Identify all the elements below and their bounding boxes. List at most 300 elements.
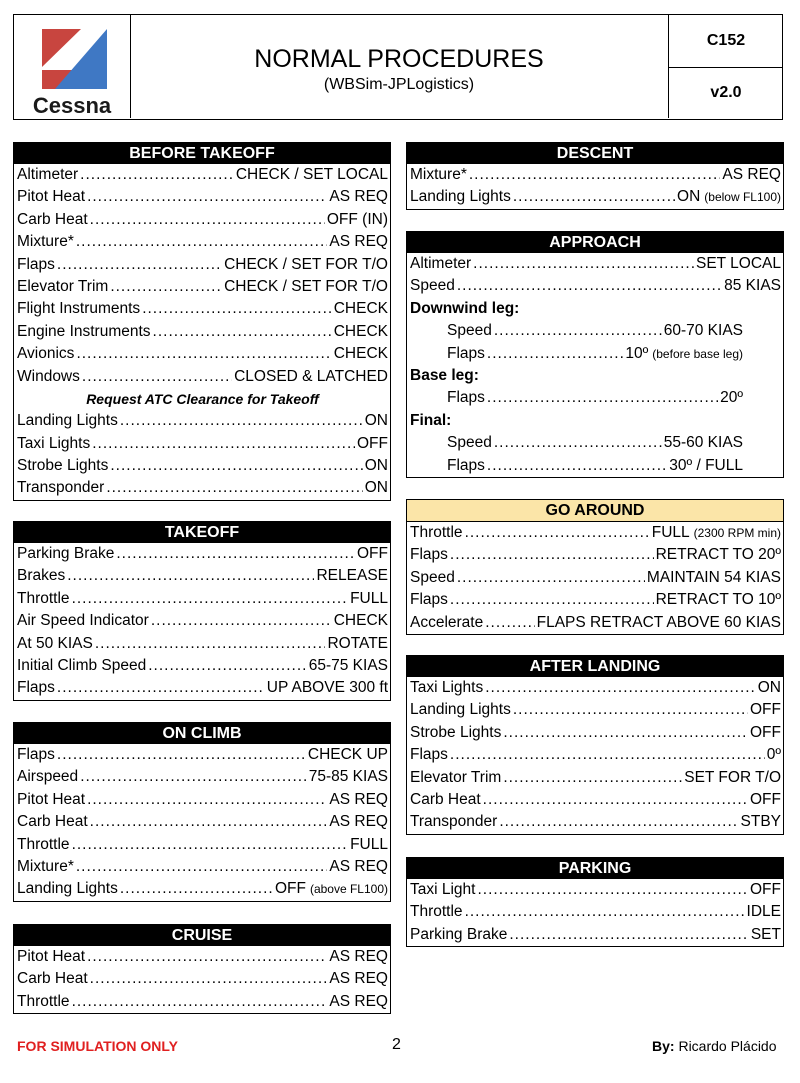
checklist-row [14,588,390,610]
checklist-item: Parking Brake [410,925,508,943]
checklist-row [14,433,390,455]
checklist-row [14,298,390,320]
checklist-item: Speed [447,434,492,452]
leader-dots [57,254,222,276]
page-subtitle: (WBSim-JPLogistics) [323,76,475,93]
checklist-value-text: OFF [750,701,781,719]
checklist-item: Landing Lights [410,188,511,206]
checklist-value [329,186,388,208]
section-title: TAKEOFF [14,522,390,543]
checklist-value-text: OFF [357,545,388,562]
version: v2.0 [668,67,783,118]
checklist-value [656,589,781,611]
checklist-item: Carb Heat [17,970,88,988]
section-on-climb [13,722,391,902]
leader-dots [487,455,667,477]
checklist-value-text: OFF [750,790,781,808]
checklist-value-text: ON [364,479,388,497]
checklist-value [677,186,781,208]
checklist-item: Initial Climb Speed [17,656,147,674]
leader-dots [494,320,662,342]
checklist-row [407,901,783,923]
leader-dots [450,544,654,566]
checklist-value [309,766,388,788]
leader-dots [142,298,332,320]
leader-dots [116,543,355,565]
checklist-item: Mixture* [410,166,467,183]
footer-disclaimer: FOR SIMULATION ONLY [17,1038,178,1054]
checklist-value-text: AS REQ [329,992,388,1010]
checklist-item: Carb Heat [17,813,88,831]
checklist-subheading: Base leg: [410,366,479,384]
checklist-item: Elevator Trim [17,277,109,295]
checklist-value [684,767,781,789]
leader-dots [76,856,328,878]
leader-dots [457,275,722,297]
checklist-value-text: ON [677,188,701,206]
checklist-row [407,455,783,477]
checklist-item: Throttle [17,589,70,607]
checklist-item: Speed [410,568,455,586]
checklist-item: Flaps [447,456,485,474]
leader-dots [509,924,748,946]
checklist-value [750,722,781,744]
leader-dots [106,477,362,499]
checklist-value [329,968,388,990]
leader-dots [95,633,326,655]
leader-dots [494,432,662,454]
checklist-value-text: AS REQ [329,948,388,965]
section-takeoff [13,521,391,701]
leader-dots [87,789,327,811]
checklist-value-note: (2300 RPM min) [693,526,781,540]
leader-dots [76,231,328,253]
checklist-row [407,432,783,454]
checklist-subheading: Downwind leg: [410,299,520,317]
checklist-value [747,901,781,923]
leader-dots [469,164,721,186]
checklist-value [751,924,781,946]
checklist-row [14,610,390,632]
checklist-value-text: ROTATE [327,634,388,652]
section-title: AFTER LANDING [407,656,783,677]
checklist-row [14,254,390,276]
leader-dots [57,744,306,766]
section-title: PARKING [407,858,783,879]
checklist-value [267,677,388,699]
leader-dots [151,610,332,632]
checklist-row [14,789,390,811]
checklist-value-text: OFF [274,880,306,898]
checklist-value-text: UP ABOVE 300 ft [266,679,388,697]
leader-dots [148,655,306,677]
checklist-row [407,164,783,186]
checklist-row [14,455,390,477]
checklist-value-text: AS REQ [329,970,388,988]
checklist-value [329,811,388,833]
checklist-value [334,298,388,320]
checklist-item: Transponder [17,479,105,497]
checklist-row [407,387,783,409]
checklist-row [14,543,390,565]
page-title: NORMAL PROCEDURES [254,45,544,73]
checklist-value [309,655,388,677]
checklist-item: Pitot Heat [17,188,86,206]
leader-dots [465,901,745,923]
leader-dots [499,811,738,833]
checklist-item: Transponder [410,813,498,831]
leader-dots [67,565,314,587]
checklist-value-text: ON [757,679,781,696]
checklist-item: Air Speed Indicator [17,612,149,630]
checklist-value [236,164,388,186]
checklist-item: Pitot Heat [17,948,86,965]
section-title: CRUISE [14,925,390,946]
checklist-value [350,834,388,856]
checklist-value-text: CHECK [333,612,388,630]
checklist-item: Flaps [410,746,448,764]
section-before-takeoff [13,142,391,501]
checklist-item: Altimeter [410,255,472,272]
leader-dots [487,387,718,409]
checklist-value [224,276,388,298]
checklist-value-text: CHECK [333,300,388,318]
checklist-value [334,343,388,365]
leader-dots [485,612,534,634]
checklist-value-text: 10º [625,344,649,362]
checklist-value-text: RETRACT TO 10º [655,591,781,609]
checklist-row [407,677,783,699]
checklist-value [350,588,388,610]
checklist-item: Parking Brake [17,545,115,562]
title-block [130,15,668,118]
checklist-value-text: CHECK UP [307,746,388,763]
checklist-item: Taxi Lights [410,679,484,696]
checklist-value [327,209,388,231]
leader-dots [473,253,694,275]
checklist-item: Windows [17,367,80,385]
checklist-value [647,567,781,589]
checklist-value-text: OFF (IN) [326,210,388,228]
checklist-row [14,946,390,968]
leader-dots [503,722,748,744]
leader-dots [57,677,265,699]
checklist-row [14,231,390,253]
checklist-item: Taxi Lights [17,434,91,452]
checklist-item: Landing Lights [17,880,118,898]
section-title: ON CLIMB [14,723,390,744]
checklist-value-text: 85 KIAS [724,277,781,295]
checklist-value-text: CHECK / SET FOR T/O [224,277,388,295]
checklist-item: Flaps [17,746,55,763]
checklist-value [327,633,388,655]
checklist-value-text: FULL [651,524,690,541]
checklist-value [767,744,781,766]
checklist-row [14,209,390,231]
checklist-value [365,410,388,432]
section-parking [406,857,784,947]
checklist-item: Speed [447,322,492,340]
checklist-value-text: 55-60 KIAS [663,434,743,452]
checklist-value [741,811,781,833]
checklist-value-text: RETRACT TO 20º [655,546,781,564]
section-title: BEFORE TAKEOFF [14,143,390,164]
checklist-note: Request ATC Clearance for Takeoff [86,390,319,407]
leader-dots [450,744,765,766]
checklist-value [625,343,743,365]
checklist-value [750,879,781,901]
checklist-value-text: AS REQ [329,857,388,875]
section-title: APPROACH [407,232,783,253]
checklist-value-text: ON [364,457,388,475]
checklist-item: Landing Lights [410,701,511,719]
checklist-value-note: (below FL100) [704,190,781,205]
checklist-value-text: AS REQ [329,790,388,808]
checklist-row [407,343,783,365]
checklist-value-text: SET [750,925,781,943]
checklist-value-note: (before base leg) [652,346,743,361]
checklist-value [329,946,388,968]
leader-dots [513,699,748,721]
checklist-item: Altimeter [17,166,79,183]
checklist-value [750,699,781,721]
leader-dots [487,343,623,365]
checklist-row [14,655,390,677]
checklist-item: Carb Heat [410,790,481,808]
checklist-value [669,455,743,477]
leader-dots [90,811,328,833]
section-cruise [13,924,391,1014]
footer-author-name: Ricardo Plácido [678,1038,777,1054]
checklist-value [357,543,388,565]
header [13,14,783,120]
leader-dots [465,522,650,544]
footer-page-number: 2 [392,1036,401,1053]
checklist-item: Strobe Lights [17,457,109,475]
checklist-value-note: (above FL100) [309,882,388,897]
checklist-value [329,789,388,811]
checklist-value-text: SET LOCAL [695,255,781,272]
checklist-value-text: SET FOR T/O [684,768,781,786]
checklist-row [407,722,783,744]
section-title: DESCENT [407,143,783,164]
checklist-row [14,477,390,499]
checklist-value [537,612,781,634]
checklist-row [14,968,390,990]
checklist-value [308,744,388,766]
checklist-item: Taxi Light [410,881,476,898]
leader-dots [72,834,349,856]
leader-dots [80,164,234,186]
checklist-row [14,811,390,833]
leader-dots [485,677,756,699]
checklist-value-text: CLOSED & LATCHED [234,367,388,385]
checklist-item: Flaps [447,389,485,407]
checklist-row [14,410,390,432]
logo-text: Cessna [32,93,112,118]
cessna-wing-logo-icon [14,15,130,93]
checklist-row [407,567,783,589]
checklist-item: Accelerate [410,613,484,631]
leader-dots [110,276,222,298]
checklist-value [656,544,781,566]
checklist-row [407,253,783,275]
checklist-value-text: FLAPS RETRACT ABOVE 60 KIAS [536,613,781,631]
checklist-row [407,320,783,342]
checklist-row [14,856,390,878]
checklist-row [407,522,783,544]
checklist-value-text: OFF [750,881,781,898]
checklist-value-text: 60-70 KIAS [663,322,743,340]
checklist-value-text: CHECK / SET LOCAL [235,166,388,183]
leader-dots [76,343,331,365]
leader-dots [72,588,349,610]
checklist-item: Flaps [447,344,485,362]
checklist-row [407,924,783,946]
checklist-row [14,565,390,587]
checklist-value-text: 20º [720,389,743,407]
checklist-value [696,253,781,275]
checklist-item: Mixture* [17,857,74,875]
checklist-subheading: Final: [410,411,452,429]
checklist-row [14,633,390,655]
leader-dots [153,321,332,343]
leader-dots [82,366,232,388]
leader-dots [513,186,675,208]
checklist-row [14,677,390,699]
checklist-row [407,275,783,297]
logo [14,15,131,118]
checklist-value [275,878,388,900]
checklist-value-text: ON [364,412,388,430]
checklist-value-text: OFF [750,723,781,741]
checklist-row [407,699,783,721]
footer-author-label: By: [652,1038,675,1054]
leader-dots [483,789,748,811]
checklist-value [234,366,388,388]
checklist-value-text: 65-75 KIAS [308,656,388,674]
checklist-row [14,366,390,388]
footer-author [652,1038,777,1054]
leader-dots [457,567,645,589]
checklist-item: Avionics [17,345,75,363]
checklist-item: Throttle [17,992,70,1010]
checklist-item: Airspeed [17,768,79,786]
leader-dots [72,991,328,1013]
checklist-value-text: IDLE [746,903,781,921]
checklist-item: Throttle [17,835,70,853]
checklist-value-text: STBY [740,813,781,831]
checklist-row [14,991,390,1013]
leader-dots [90,968,328,990]
checklist-value-text: CHECK [333,322,388,340]
checklist-item: Pitot Heat [17,790,86,808]
checklist-item: Mixture* [17,233,74,251]
checklist-value [365,455,388,477]
checklist-value-text: AS REQ [329,233,388,251]
checklist-item: Flaps [410,591,448,609]
checklist-row [14,878,390,900]
checklist-row [14,343,390,365]
checklist-row [407,789,783,811]
checklist-value-text: FULL [350,589,388,607]
checklist-item: Engine Instruments [17,322,151,340]
checklist-row [14,186,390,208]
leader-dots [87,946,327,968]
section-approach [406,231,784,478]
checklist-value-text: CHECK [333,345,388,363]
checklist-row [14,164,390,186]
checklist-item: Throttle [410,903,463,921]
checklist-value [750,789,781,811]
checklist-value [664,432,743,454]
aircraft-type: C152 [668,15,783,68]
checklist-value-text: MAINTAIN 54 KIAS [646,568,781,586]
checklist-value [329,231,388,253]
checklist-value-text: 0º [766,746,781,764]
checklist-value [329,856,388,878]
checklist-value [664,320,743,342]
checklist-row [407,612,783,634]
checklist-item: Flaps [410,546,448,564]
checklist-value-text: OFF [357,434,388,452]
checklist-value [652,522,781,544]
leader-dots [80,766,307,788]
checklist-item: Landing Lights [17,412,118,430]
checklist-value-text: AS REQ [329,813,388,831]
checklist-value [758,677,781,699]
section-title: GO AROUND [407,500,783,522]
leader-dots [90,209,325,231]
checklist-item: Flight Instruments [17,300,141,318]
leader-dots [110,455,362,477]
checklist-value [224,254,388,276]
checklist-row [14,744,390,766]
section-go-around [406,499,784,635]
checklist-row [407,811,783,833]
checklist-value [365,477,388,499]
leader-dots [450,589,654,611]
checklist-value [722,164,781,186]
checklist-row [407,186,783,208]
checklist-row [14,276,390,298]
checklist-item: Elevator Trim [410,768,502,786]
checklist-item: Flaps [17,255,55,273]
leader-dots [503,767,682,789]
checklist-row [407,767,783,789]
checklist-item: Carb Heat [17,210,88,228]
checklist-value-text: 75-85 KIAS [308,768,388,786]
checklist-value [316,565,388,587]
leader-dots [87,186,327,208]
checklist-value-text: AS REQ [722,166,781,183]
checklist-value-text: AS REQ [329,188,388,206]
leader-dots [120,410,363,432]
section-after-landing [406,655,784,835]
leader-dots [92,433,355,455]
checklist-row [407,744,783,766]
checklist-value [357,433,388,455]
checklist-item: Throttle [410,524,463,541]
checklist-value [724,275,781,297]
section-descent [406,142,784,210]
checklist-value [329,991,388,1013]
leader-dots [120,878,273,900]
checklist-value-text: CHECK / SET FOR T/O [224,255,388,273]
checklist-item: Flaps [17,679,55,697]
checklist-value-text: 30º / FULL [669,456,743,474]
checklist-value [720,387,743,409]
